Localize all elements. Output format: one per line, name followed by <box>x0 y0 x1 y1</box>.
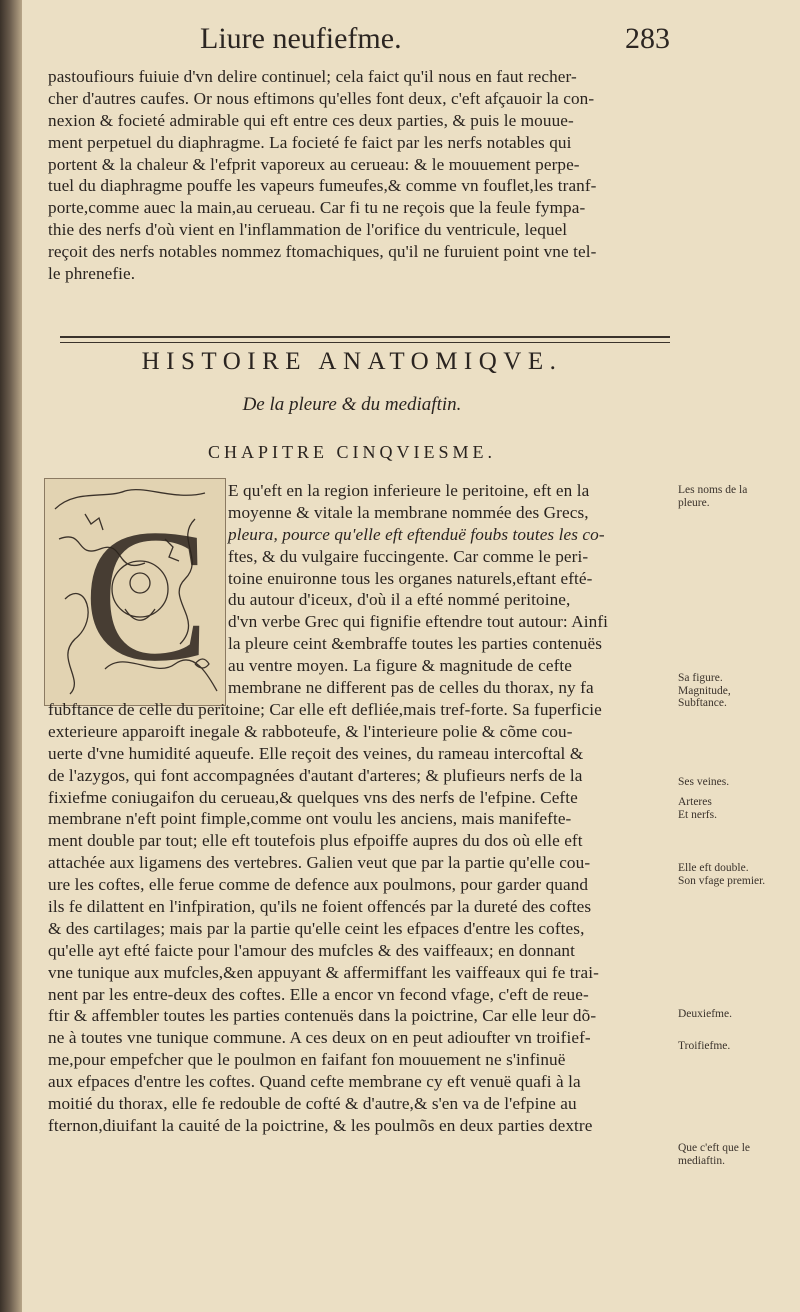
text-line: membrane ne different pas de celles du thorax, ny fa <box>228 678 594 698</box>
margin-note-line: Que c'eft que le <box>678 1142 750 1154</box>
initial-letter-glyph: C <box>83 491 210 701</box>
text-line: ure les coftes, elle ferue comme de defence aux poulmons, pour garder quand <box>48 875 589 895</box>
margin-note-line: Et nerfs. <box>678 808 717 821</box>
text-line: exterieure apparoift inegale & rabboteufe, & l'interieure polie & cõme cou- <box>48 721 573 741</box>
text-line: moyenne & vitale la membrane nommée des Grecs, <box>228 502 589 522</box>
margin-note-line: pleure. <box>678 496 710 509</box>
text-line: pastoufiours fuiuie d'vn delire continuel; cela faict qu'il nous en faut recher- <box>48 67 577 86</box>
text-line: ils fe dilattent en l'infpiration, qu'ils ne foient offencés par la dureté des coftes <box>48 897 592 917</box>
decorated-initial-letter <box>44 478 226 706</box>
section-divider-rule <box>60 336 670 343</box>
margin-note-second <box>678 1008 732 1021</box>
text-line: ment double par tout; elle eft toutefois plus efpoiffe aupres du dos où elle eft <box>48 831 583 851</box>
text-line: ment perpetuel du diaphragme. La focieté fe faict par les nerfs notables qui <box>48 132 572 152</box>
indented-paragraph <box>228 480 668 699</box>
running-title: Liure neufiefme. <box>200 22 402 55</box>
section-title: HISTOIRE ANATOMIQVE. <box>141 348 563 375</box>
margin-note-mediastin <box>678 1142 750 1167</box>
margin-note-line: Sa figure. <box>678 672 723 684</box>
text-line: & des cartilages; mais par la partie qu'elle ceint les efpaces d'entre les coftes, <box>48 918 585 938</box>
margin-note-third <box>678 1040 730 1053</box>
ornament-illustration <box>45 479 225 705</box>
text-line: nent par les entre-deux des coftes. Elle a encor vn fecond vfage, c'eft de reue- <box>48 984 589 1004</box>
margin-note-double <box>678 862 765 887</box>
text-line: membrane n'eft point fimple,comme ont voulu les anciens, mais manifefte- <box>48 809 572 829</box>
text-line: porte,comme auec la main,au cerueau. Car fi tu ne reçois que la feule fympa- <box>48 198 586 218</box>
text-line: fternon,diuifant la cauité de la poictrine, & les poulmõs en deux parties dextre <box>48 1115 593 1135</box>
text-line: du autour d'iceux, d'où il a efté nommé peritoine, <box>228 590 571 610</box>
text-line: cher d'autres caufes. Or nous eftimons qu'elles font deux, c'eft afçauoir la con- <box>48 88 595 108</box>
page-number: 283 <box>625 22 670 55</box>
text-line: au ventre moyen. La figure & magnitude de cefte <box>228 656 573 676</box>
margin-note-veins <box>678 776 729 789</box>
section-subtitle: De la pleure & du mediaftin. <box>242 394 462 415</box>
text-line: qu'elle ayt efté faicte pour l'amour des mufcles & des vaiffeaux; en donnant <box>48 940 576 960</box>
text-line: nexion & focieté admirable qui eft entre ces deux parties, & puis le mouue- <box>48 110 574 130</box>
margin-note-line: Ses veines. <box>678 776 730 788</box>
text-line: toine enuironne tous les organes naturels,eftant efté- <box>228 568 593 588</box>
text-line: E qu'eft en la region inferieure le peritoine, eft en la <box>228 481 590 500</box>
text-line: de l'azygos, qui font accompagnées d'autant d'arteres; & plufieurs nerfs de la <box>48 765 583 785</box>
text-line: thie des nerfs d'où vient en l'inflammation de l'orifice du ventricule, lequel <box>48 220 568 240</box>
margin-note-line: mediaftin. <box>678 1154 725 1167</box>
text-line: d'vn verbe Grec qui fignifie eftendre tout autour: Ainfi <box>228 612 609 632</box>
margin-note-line: Les noms de la <box>678 484 748 496</box>
text-line: tuel du diaphragme pouffe les vapeurs fumeufes,& comme vn fouflet,les tranf- <box>48 176 597 196</box>
margin-note-line: Elle eft double. <box>678 862 749 874</box>
text-line: fixiefme coniugaifon du cerueau,& quelques vns des nerfs de l'efpine. Cefte <box>48 787 578 807</box>
chapter-heading: CHAPITRE CINQVIESME. <box>207 442 496 462</box>
text-line: attachée aux ligamens des vertebres. Galien veut que par la partie qu'elle cou- <box>48 853 591 873</box>
top-paragraph <box>48 66 668 285</box>
body-paragraph <box>48 699 668 1137</box>
margin-note-line: Subftance. <box>678 697 727 709</box>
text-line: aux efpaces d'entre les coftes. Quand cefte membrane cy eft venuë quafi à la <box>48 1072 581 1092</box>
text-line: reçoit des nerfs notables nommez ftomachiques, qu'il ne furuient point vne tel- <box>48 242 597 262</box>
text-line: ftes, & du vulgaire fuccingente. Car comme le peri- <box>228 546 589 566</box>
text-line: vne tunique aux mufcles,&en appuyant & affermiffant les vaiffeaux qui fe trai- <box>48 962 599 982</box>
text-line: pleura, pource qu'elle eft eftenduë foubs toutes les co- <box>228 524 605 544</box>
margin-note-names <box>678 484 747 509</box>
text-line: uerte d'vne humidité aqueufe. Elle reçoit des veines, du rameau intercoftal & <box>48 743 584 763</box>
text-line: portent & la chaleur & l'efprit vaporeux au cerueau: & le mouuement perpe- <box>48 154 580 174</box>
margin-note-figure <box>678 672 731 710</box>
text-line: le phrenefie. <box>48 264 136 284</box>
text-line: me,pour empefcher que le poulmon en faifant fon mouuement ne s'infinuë <box>48 1050 566 1070</box>
text-line: moitié du thorax, elle fe redouble de cofté & d'autre,& s'en va de l'efpine au <box>48 1094 577 1114</box>
margin-note-line: Deuxiefme. <box>678 1008 732 1020</box>
text-line: ne à toutes vne tunique commune. A ces deux on en peut adioufter vn troifief- <box>48 1028 591 1048</box>
book-binding-edge <box>0 0 22 1312</box>
text-line: ftir & affembler toutes les parties contenuës dans la poictrine, Car elle leur dõ- <box>48 1006 597 1026</box>
margin-note-line: Magnitude, <box>678 684 731 697</box>
text-line: fubftance de celle du peritoine; Car elle eft defliée,mais tref-forte. Sa fuperficie <box>48 700 602 719</box>
margin-note-line: Son vfage premier. <box>678 874 766 887</box>
text-line: la pleure ceint &embraffe toutes les parties contenuës <box>228 634 602 654</box>
running-header <box>200 22 670 62</box>
margin-note-arteries <box>678 796 717 821</box>
margin-note-line: Troifiefme. <box>678 1040 731 1052</box>
margin-note-line: Arteres <box>678 796 712 808</box>
